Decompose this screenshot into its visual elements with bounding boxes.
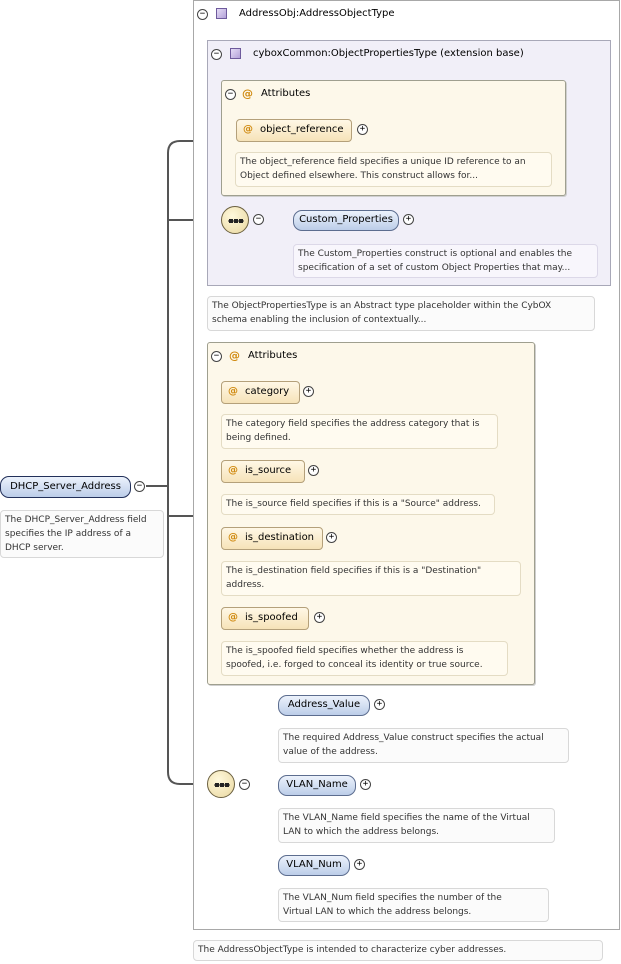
collapse-icon[interactable]: − [211,49,222,60]
expand-icon[interactable]: + [360,779,371,790]
sequence-glyph [208,771,236,799]
attribute-label: is_spoofed [245,612,298,623]
attribute-icon: @ [228,386,238,397]
attribute-is-source[interactable] [221,460,305,483]
vlan-name-element[interactable]: VLAN_Name [278,775,356,796]
sequence-compositor-icon[interactable] [207,770,235,798]
is-source-doc: The is_source field specifies if this is a "Source" address. [221,494,495,515]
complex-type-icon [230,48,241,59]
attribute-is-destination[interactable] [221,527,323,550]
expand-icon[interactable]: + [303,386,314,397]
root-element-doc: The DHCP_Server_Address field specifies the IP address of a DHCP server. [0,510,164,558]
expand-icon[interactable]: + [357,124,368,135]
attribute-icon: @ [242,87,253,100]
attributes-title: Attributes [248,350,298,361]
attribute-icon: @ [228,465,238,476]
attribute-icon: @ [228,612,238,623]
attribute-label: object_reference [260,124,344,135]
type-frame-title: AddressObj:AddressObjectType [239,8,395,19]
sequence-compositor-icon[interactable] [221,206,249,234]
attribute-is-spoofed[interactable] [221,607,309,630]
expand-icon[interactable]: + [403,214,414,225]
attribute-icon: @ [229,349,240,362]
attribute-category[interactable] [221,381,300,404]
attribute-icon: @ [228,532,238,543]
collapse-icon[interactable]: − [239,779,250,790]
address-value-doc: The required Address_Value construct specifies the actual value of the address. [278,728,569,763]
category-doc: The category field specifies the address category that is being defined. [221,414,498,449]
collapse-icon[interactable]: − [211,351,222,362]
address-value-element[interactable]: Address_Value [278,695,370,716]
is-destination-doc: The is_destination field specifies if this is a "Destination" address. [221,561,521,596]
custom-properties-element[interactable]: Custom_Properties [293,210,399,231]
custom-properties-doc: The Custom_Properties construct is optional and enables the specification of a set of custom Object Properties that may... [293,244,598,278]
attribute-object-reference[interactable] [236,119,352,142]
expand-icon[interactable]: + [326,532,337,543]
extension-base-title: cyboxCommon:ObjectPropertiesType (extension base) [253,48,524,59]
vlan-name-doc: The VLAN_Name field specifies the name of the Virtual LAN to which the address belongs. [278,808,555,843]
root-element[interactable]: DHCP_Server_Address [0,476,131,498]
expand-icon[interactable]: + [354,859,365,870]
expand-icon[interactable]: + [314,612,325,623]
attribute-label: is_destination [245,532,315,543]
vlan-num-doc: The VLAN_Num field specifies the number of the Virtual LAN to which the address belongs. [278,888,549,922]
collapse-icon[interactable]: − [197,9,208,20]
is-spoofed-doc: The is_spoofed field specifies whether the address is spoofed, i.e. forged to conceal its identity or true source. [221,641,508,676]
collapse-icon[interactable]: − [225,89,236,100]
sequence-glyph [222,207,250,235]
extension-attributes-title: Attributes [261,88,311,99]
expand-icon[interactable]: + [308,465,319,476]
expand-icon[interactable]: + [374,699,385,710]
attribute-label: is_source [245,465,292,476]
object-reference-doc: The object_reference field specifies a unique ID reference to an Object defined elsewhere. This construct allows for... [235,152,552,187]
extension-base-doc: The ObjectPropertiesType is an Abstract type placeholder within the CybOX schema enabling the inclusion of contextually... [207,296,595,331]
collapse-icon[interactable]: − [134,481,145,492]
attribute-label: category [245,386,290,397]
complex-type-icon [216,8,227,19]
collapse-icon[interactable]: − [253,214,264,225]
type-frame-doc: The AddressObjectType is intended to characterize cyber addresses. [193,940,603,961]
vlan-num-element[interactable]: VLAN_Num [278,855,350,876]
attribute-icon: @ [243,124,253,135]
